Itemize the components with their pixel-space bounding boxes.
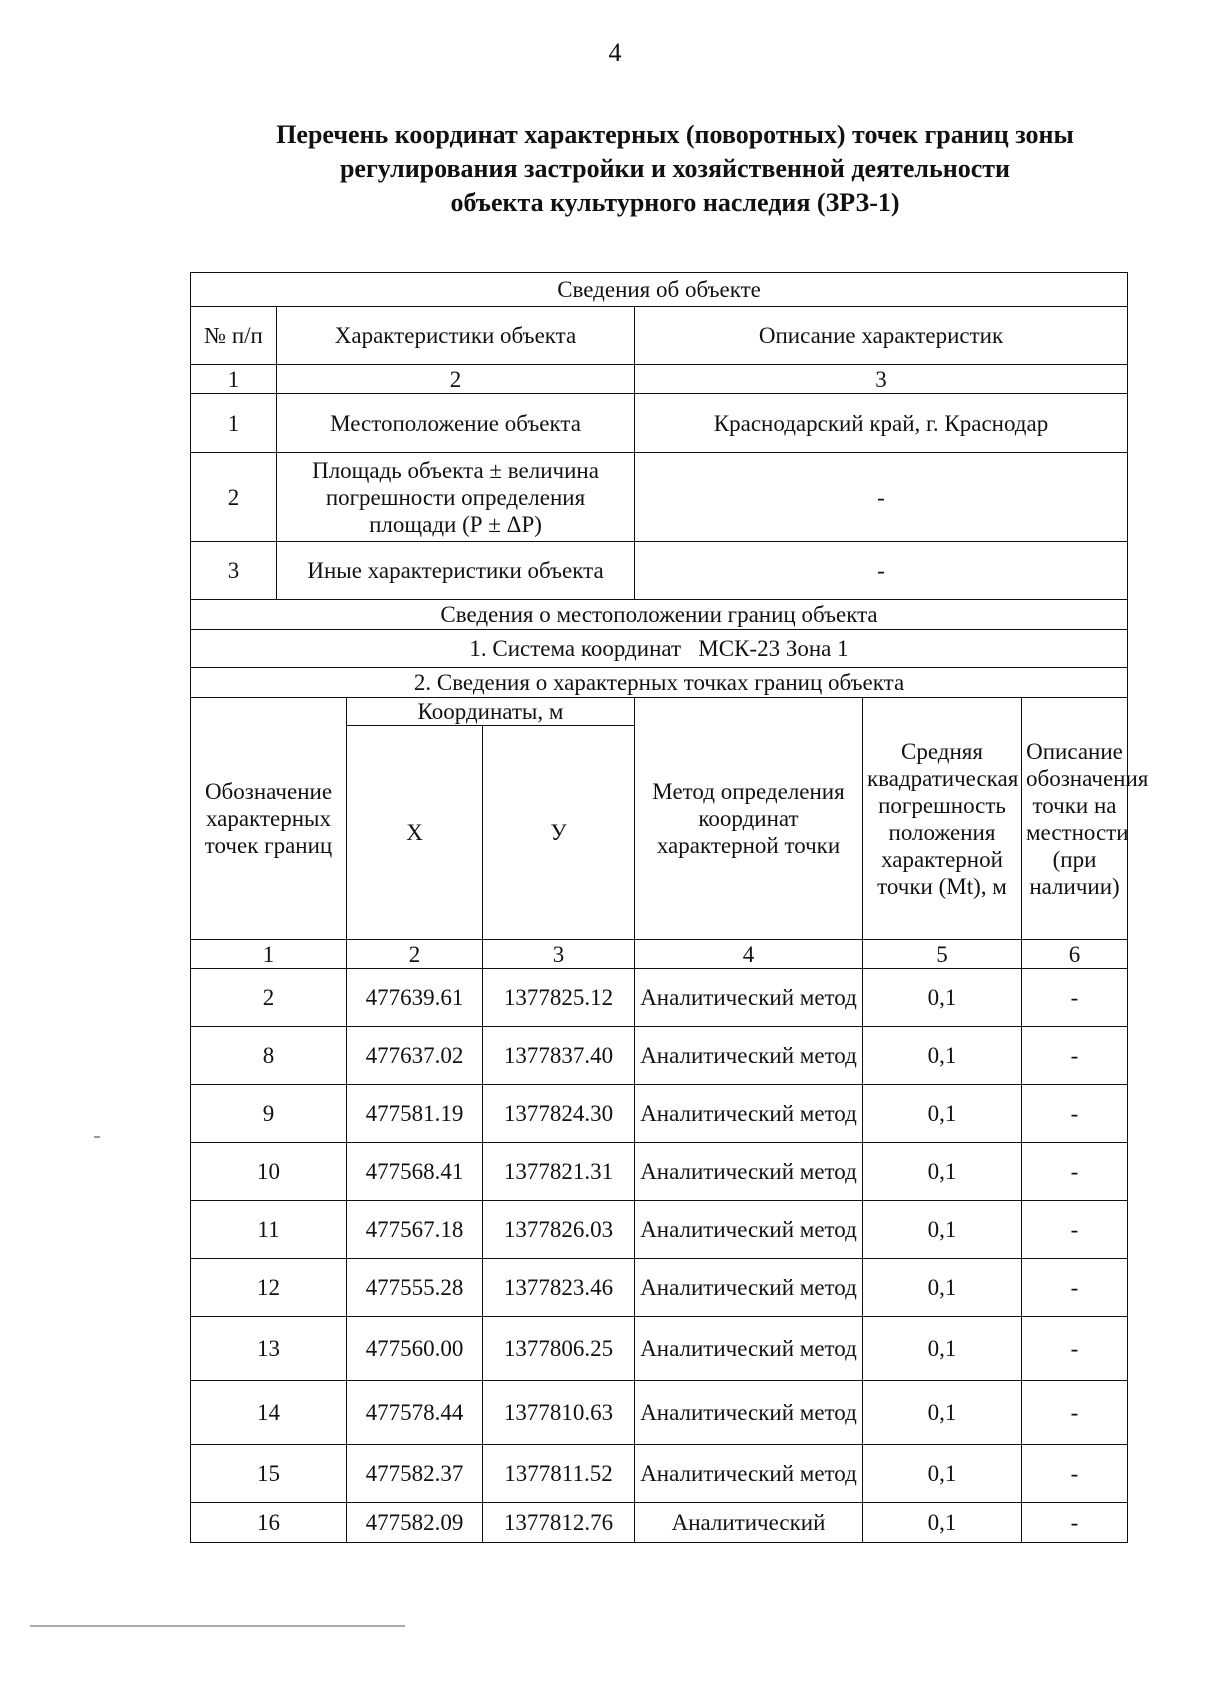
colnum-cell: 1 bbox=[191, 940, 347, 969]
object-row-characteristic: Местоположение объекта bbox=[277, 394, 635, 453]
page-number: 4 bbox=[608, 38, 622, 67]
point-description-cell: - bbox=[1022, 1503, 1128, 1543]
table-row bbox=[191, 1381, 1128, 1445]
method-cell: Аналитический метод bbox=[635, 1381, 863, 1445]
point-designation: 14 bbox=[191, 1381, 347, 1445]
object-row-description: Краснодарский край, г. Краснодар bbox=[635, 394, 1128, 453]
point-description-cell: - bbox=[1022, 1259, 1128, 1317]
mean-error-cell: 0,1 bbox=[863, 969, 1022, 1027]
y-coordinate: 1377824.30 bbox=[483, 1085, 635, 1143]
object-row-number: 1 bbox=[191, 394, 277, 453]
point-designation: 9 bbox=[191, 1085, 347, 1143]
point-designation: 10 bbox=[191, 1143, 347, 1201]
scan-artifact bbox=[94, 1136, 100, 1138]
point-designation: 8 bbox=[191, 1027, 347, 1085]
method-cell: Аналитический bbox=[635, 1503, 863, 1543]
x-coordinate: 477567.18 bbox=[347, 1201, 483, 1259]
col-header-characteristics: Характеристики объекта bbox=[277, 307, 635, 365]
mean-error-cell: 0,1 bbox=[863, 1381, 1022, 1445]
point-description-cell: - bbox=[1022, 1445, 1128, 1503]
point-description-cell: - bbox=[1022, 1143, 1128, 1201]
y-coordinate: 1377812.76 bbox=[483, 1503, 635, 1543]
table-row bbox=[191, 1445, 1128, 1503]
method-cell: Аналитический метод bbox=[635, 969, 863, 1027]
mean-error-cell: 0,1 bbox=[863, 1445, 1022, 1503]
object-row bbox=[191, 394, 1128, 453]
x-coordinate: 477639.61 bbox=[347, 969, 483, 1027]
coordinate-system-value: МСК-23 Зона 1 bbox=[698, 636, 849, 661]
object-row-description: - bbox=[635, 453, 1128, 542]
object-row bbox=[191, 542, 1128, 600]
title-line-1: Перечень координат характерных (поворотных) точек границ зоны bbox=[276, 120, 1074, 149]
y-coordinate: 1377823.46 bbox=[483, 1259, 635, 1317]
x-coordinate: 477581.19 bbox=[347, 1085, 483, 1143]
object-row-number: 2 bbox=[191, 453, 277, 542]
point-designation: 11 bbox=[191, 1201, 347, 1259]
mean-error-cell: 0,1 bbox=[863, 1027, 1022, 1085]
method-cell: Аналитический метод bbox=[635, 1317, 863, 1381]
points-section-header: 2. Сведения о характерных точках границ объекта bbox=[191, 668, 1128, 698]
object-row-characteristic: Площадь объекта ± величина погрешности определения площади (Р ± ΔР) bbox=[277, 453, 635, 542]
object-row bbox=[191, 453, 1128, 542]
point-designation: 13 bbox=[191, 1317, 347, 1381]
title-line-3: объекта культурного наследия (ЗРЗ-1) bbox=[450, 188, 900, 217]
table-row bbox=[191, 1503, 1128, 1543]
x-coordinate: 477582.37 bbox=[347, 1445, 483, 1503]
y-coordinate: 1377811.52 bbox=[483, 1445, 635, 1503]
table-row bbox=[191, 1027, 1128, 1085]
col-header-description: Описание характеристик bbox=[635, 307, 1128, 365]
colnum-cell: 4 bbox=[635, 940, 863, 969]
y-coordinate: 1377826.03 bbox=[483, 1201, 635, 1259]
table-row bbox=[191, 1143, 1128, 1201]
col-header-x: X bbox=[347, 726, 483, 940]
document-title bbox=[160, 118, 1190, 220]
object-row-description: - bbox=[635, 542, 1128, 600]
mean-error-cell: 0,1 bbox=[863, 1259, 1022, 1317]
col-header-y: У bbox=[483, 726, 635, 940]
y-coordinate: 1377806.25 bbox=[483, 1317, 635, 1381]
method-cell: Аналитический метод bbox=[635, 1201, 863, 1259]
colnum-cell: 3 bbox=[635, 365, 1128, 394]
method-cell: Аналитический метод bbox=[635, 1085, 863, 1143]
point-description-cell: - bbox=[1022, 1201, 1128, 1259]
col-header-coordinates: Координаты, м bbox=[347, 698, 635, 726]
x-coordinate: 477637.02 bbox=[347, 1027, 483, 1085]
location-section-header: Сведения о местоположении границ объекта bbox=[191, 600, 1128, 630]
mean-error-cell: 0,1 bbox=[863, 1503, 1022, 1543]
colnum-cell: 2 bbox=[347, 940, 483, 969]
object-info-header: Сведения об объекте bbox=[191, 273, 1128, 307]
footer-rule bbox=[30, 1625, 405, 1627]
method-cell: Аналитический метод bbox=[635, 1143, 863, 1201]
point-description-cell: - bbox=[1022, 969, 1128, 1027]
colnum-cell: 6 bbox=[1022, 940, 1128, 969]
point-description-cell: - bbox=[1022, 1027, 1128, 1085]
point-designation: 2 bbox=[191, 969, 347, 1027]
col-header-point-description: Описание обозначения точки на местности (при наличии) bbox=[1022, 698, 1128, 940]
col-header-mean-error: Средняя квадратическая погрешность положения характерной точки (Mt), м bbox=[863, 698, 1022, 940]
mean-error-cell: 0,1 bbox=[863, 1085, 1022, 1143]
col-header-number: № п/п bbox=[191, 307, 277, 365]
boundary-points-table bbox=[190, 272, 1149, 1543]
x-coordinate: 477560.00 bbox=[347, 1317, 483, 1381]
x-coordinate: 477582.09 bbox=[347, 1503, 483, 1543]
table-row bbox=[191, 1201, 1128, 1259]
table-row bbox=[191, 1259, 1128, 1317]
mean-error-cell: 0,1 bbox=[863, 1201, 1022, 1259]
y-coordinate: 1377825.12 bbox=[483, 969, 635, 1027]
colnum-cell: 3 bbox=[483, 940, 635, 969]
object-row-number: 3 bbox=[191, 542, 277, 600]
x-coordinate: 477555.28 bbox=[347, 1259, 483, 1317]
method-cell: Аналитический метод bbox=[635, 1445, 863, 1503]
y-coordinate: 1377837.40 bbox=[483, 1027, 635, 1085]
table-row bbox=[191, 1085, 1128, 1143]
object-row-characteristic: Иные характеристики объекта bbox=[277, 542, 635, 600]
method-cell: Аналитический метод bbox=[635, 1259, 863, 1317]
coordinate-system-label: 1. Система координат bbox=[469, 636, 682, 661]
mean-error-cell: 0,1 bbox=[863, 1143, 1022, 1201]
colnum-cell: 1 bbox=[191, 365, 277, 394]
col-header-point-designation: Обозначение характерных точек границ bbox=[191, 698, 347, 940]
title-line-2: регулирования застройки и хозяйственной деятельности bbox=[339, 154, 1011, 183]
y-coordinate: 1377821.31 bbox=[483, 1143, 635, 1201]
table-row bbox=[191, 1317, 1128, 1381]
colnum-cell: 5 bbox=[863, 940, 1022, 969]
point-designation: 16 bbox=[191, 1503, 347, 1543]
point-designation: 12 bbox=[191, 1259, 347, 1317]
point-designation: 15 bbox=[191, 1445, 347, 1503]
coordinate-system-row bbox=[191, 630, 1128, 668]
point-description-cell: - bbox=[1022, 1381, 1128, 1445]
point-description-cell: - bbox=[1022, 1317, 1128, 1381]
x-coordinate: 477568.41 bbox=[347, 1143, 483, 1201]
method-cell: Аналитический метод bbox=[635, 1027, 863, 1085]
y-coordinate: 1377810.63 bbox=[483, 1381, 635, 1445]
col-header-method: Метод определения координат характерной точки bbox=[635, 698, 863, 940]
colnum-cell: 2 bbox=[277, 365, 635, 394]
table-row bbox=[191, 969, 1128, 1027]
mean-error-cell: 0,1 bbox=[863, 1317, 1022, 1381]
x-coordinate: 477578.44 bbox=[347, 1381, 483, 1445]
point-description-cell: - bbox=[1022, 1085, 1128, 1143]
